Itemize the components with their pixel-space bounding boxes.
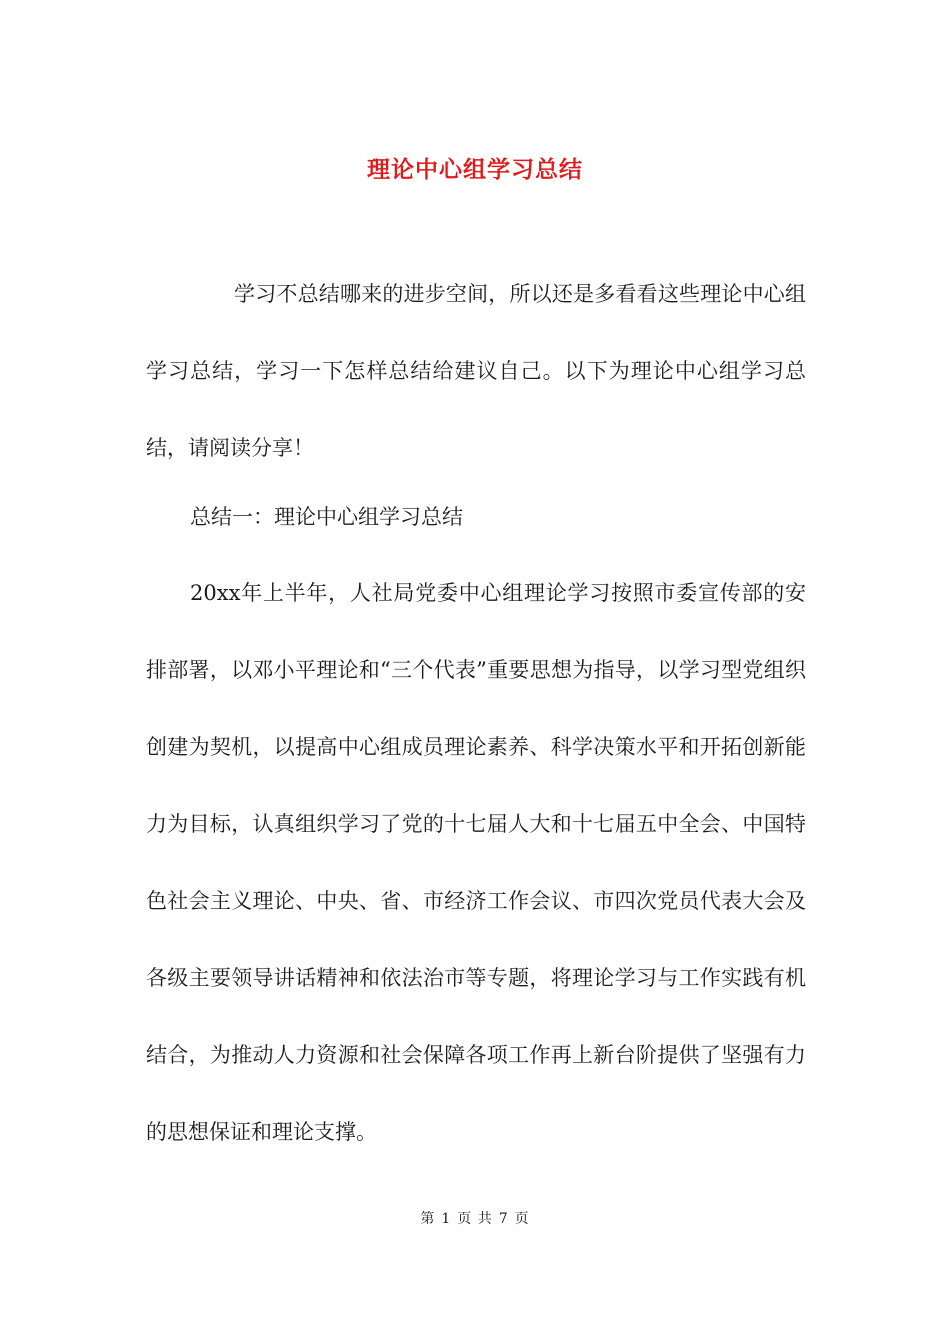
footer-total-pages: 7: [498, 1211, 509, 1227]
page-footer: [0, 1208, 950, 1228]
footer-suffix: 页: [514, 1211, 530, 1227]
body-paragraph: 20xx年上半年，人社局党委中心组理论学习按照市委宣传部的安排部署，以邓小平理论和“三个代表”重要思想为指导，以学习型党组织创建为契机，以提高中心组成员理论素养、科学决策水平和开拓创新能力为目标，认真组织学习了党的十七届人大和十七届五中全会、中国特色社会主义理论、中央、省、市经济工作会议、市四次党员代表大会及各级主要领导讲话精神和依法治市等专题，将理论学习与工作实践有机结合，为推动人力资源和社会保障各项工作再上新台阶提供了坚强有力的思想保证和理论支撑。: [146, 581, 806, 1144]
intro-paragraph: 学习不总结哪来的进步空间，所以还是多看看这些理论中心组学习总结，学习一下怎样总结给建议自己。以下为理论中心组学习总结，请阅读分享！: [146, 282, 806, 460]
footer-current-page: 1: [441, 1211, 452, 1227]
section-heading: 总结一：理论中心组学习总结: [190, 505, 463, 529]
footer-middle: 页 共: [457, 1211, 493, 1227]
page-title: 理论中心组学习总结: [367, 156, 583, 184]
footer-prefix: 第: [420, 1211, 436, 1227]
